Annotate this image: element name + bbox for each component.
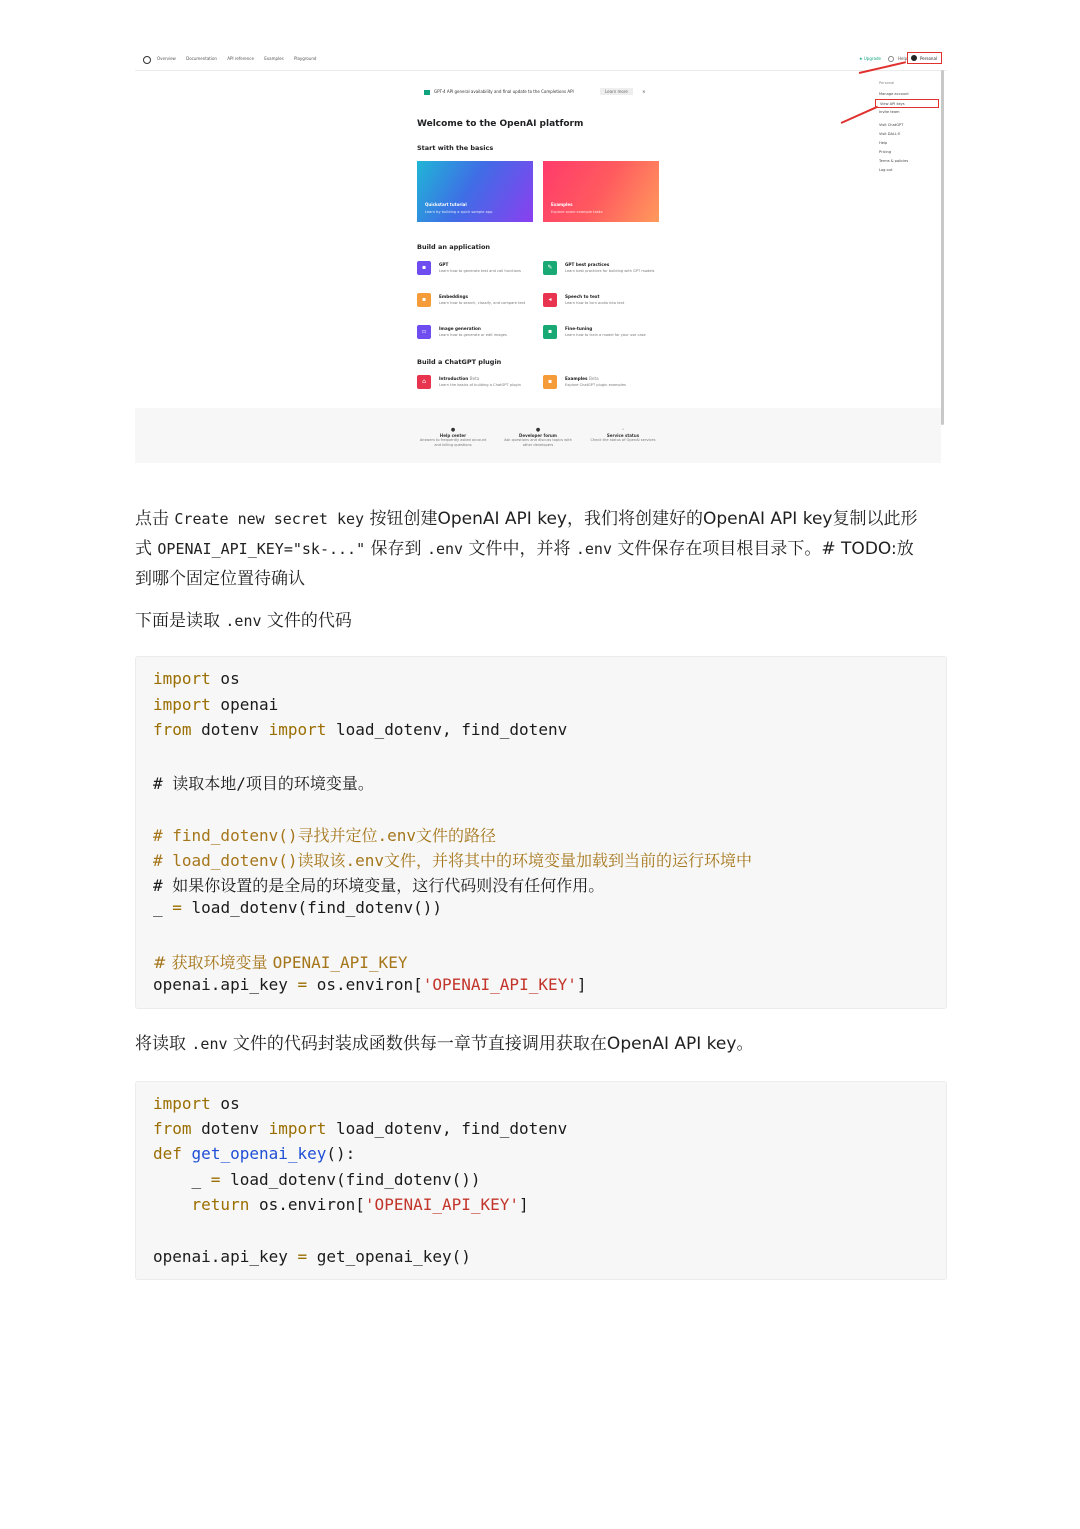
code-text: get_openai_key() bbox=[307, 1247, 471, 1266]
code-text: os bbox=[210, 1094, 240, 1113]
examples-card[interactable] bbox=[543, 161, 659, 222]
platform-footer bbox=[135, 408, 941, 463]
function-name: get_openai_key bbox=[191, 1144, 327, 1163]
build-item-speech-to-text[interactable] bbox=[543, 293, 663, 317]
menu-item-visit-dalle[interactable]: Visit DALL·E bbox=[879, 132, 901, 136]
annotation-arrow-2 bbox=[841, 106, 878, 124]
text: 下面是读取 bbox=[135, 611, 226, 631]
code-text: (): bbox=[326, 1144, 356, 1163]
code-text: dotenv bbox=[191, 720, 269, 739]
nav-api-reference[interactable]: API reference bbox=[227, 56, 254, 61]
item-desc: Learn best practices for building with GPT models bbox=[565, 269, 655, 273]
code-text: load_dotenv(find_dotenv()) bbox=[220, 1170, 481, 1189]
operator: = bbox=[172, 898, 182, 917]
inline-code: Create new secret key bbox=[174, 510, 365, 528]
code-line bbox=[153, 1170, 481, 1189]
build-item-fine-tuning[interactable] bbox=[543, 325, 663, 349]
code-line bbox=[153, 1094, 240, 1113]
nav-examples[interactable]: Examples bbox=[264, 56, 284, 61]
avatar bbox=[911, 55, 917, 61]
clock-icon bbox=[888, 56, 894, 62]
text: 将读取 bbox=[135, 1034, 192, 1054]
footer-title: Service status bbox=[606, 433, 640, 438]
comment-text: 寻找并定位 bbox=[297, 826, 378, 845]
code-line bbox=[153, 669, 240, 688]
upgrade-label: Upgrade bbox=[863, 56, 881, 61]
code-text bbox=[153, 1195, 192, 1214]
code-text: dotenv bbox=[191, 1119, 269, 1138]
item-desc: Learn how to generate or edit images bbox=[439, 333, 507, 337]
text: 文件保存在项目根目录下。# TODO:放 bbox=[612, 539, 914, 559]
build-item-embeddings[interactable] bbox=[417, 293, 537, 317]
help-center-icon: ● bbox=[450, 427, 456, 433]
footer-service-status[interactable] bbox=[588, 428, 658, 443]
comment-code: .env bbox=[377, 826, 417, 845]
menu-item-manage-account[interactable]: Manage account bbox=[879, 92, 909, 96]
code-block-read-env bbox=[135, 656, 947, 1009]
footer-help-center[interactable] bbox=[418, 428, 488, 448]
text: 点击 bbox=[135, 509, 175, 529]
code-line bbox=[153, 1195, 529, 1214]
menu-item-personal[interactable]: Personal bbox=[879, 81, 895, 85]
paragraph-wrap-function bbox=[135, 1029, 947, 1059]
keyword: def bbox=[153, 1144, 182, 1163]
item-title-text: Examples bbox=[565, 376, 588, 381]
footer-desc: Ask questions and discuss topics with other developers bbox=[504, 438, 572, 447]
code-comment bbox=[153, 848, 752, 871]
string: 'OPENAI_API_KEY' bbox=[364, 1195, 520, 1214]
scrollbar[interactable] bbox=[941, 70, 944, 425]
announcement-icon bbox=[424, 90, 430, 95]
keyword: from bbox=[153, 1119, 192, 1138]
code-text: load_dotenv(find_dotenv()) bbox=[181, 898, 442, 917]
item-desc: Learn how to generate text and call functions bbox=[439, 269, 521, 273]
code-text: load_dotenv, find_dotenv bbox=[326, 720, 568, 739]
code-text: os.environ[ bbox=[307, 975, 423, 994]
audio-icon: ◂ bbox=[543, 293, 557, 307]
operator: = bbox=[297, 975, 308, 994]
upgrade-link[interactable]: ★ Upgrade bbox=[859, 56, 881, 61]
pencil-icon: ✎ bbox=[543, 261, 557, 275]
menu-item-visit-chatgpt[interactable]: Visit ChatGPT bbox=[879, 123, 904, 127]
nav-playground[interactable]: Playground bbox=[293, 56, 317, 61]
banner-text: GPT-4 API general availability and final update to the Completions API bbox=[434, 89, 574, 94]
code-line bbox=[153, 1247, 471, 1266]
code-text: _ bbox=[153, 898, 173, 917]
item-desc: Learn the basics of building a ChatGPT plugin bbox=[439, 383, 521, 387]
code-text: openai bbox=[210, 695, 279, 714]
code-text: load_dotenv, find_dotenv bbox=[326, 1119, 568, 1138]
footer-desc: Answers to frequently asked account and billing questions bbox=[419, 438, 487, 447]
comment-text: 文件的路径 bbox=[416, 826, 497, 845]
inline-code: OPENAI_API_KEY="sk-..." bbox=[157, 540, 366, 558]
build-heading: Build an application bbox=[417, 243, 491, 251]
inline-code: .env bbox=[191, 1035, 228, 1053]
item-desc: Learn how to search, classify, and compare text bbox=[439, 301, 526, 305]
code-text: _ bbox=[153, 1170, 211, 1189]
inline-code: .env bbox=[575, 540, 612, 558]
keyword: import bbox=[268, 720, 327, 739]
keyword: return bbox=[191, 1195, 250, 1214]
text: 文件中，并将 bbox=[463, 539, 576, 559]
code-line bbox=[153, 898, 442, 917]
code-comment bbox=[153, 823, 496, 846]
item-title: Embeddings bbox=[439, 294, 468, 299]
string: 'OPENAI_API_KEY' bbox=[422, 975, 577, 994]
code-line bbox=[153, 695, 278, 714]
comment-code: OPENAI_API_KEY bbox=[272, 953, 408, 972]
item-title: Image generation bbox=[439, 326, 481, 331]
inline-code: .env bbox=[426, 540, 464, 558]
image-icon: ▫ bbox=[417, 325, 431, 339]
code-comment: # 读取本地/项目的环境变量。 bbox=[153, 774, 374, 793]
card-title: Examples bbox=[551, 202, 573, 207]
beta-badge: Beta bbox=[469, 376, 480, 381]
keyword: import bbox=[153, 669, 211, 688]
plugin-item-examples[interactable] bbox=[543, 375, 663, 399]
comment-text: 文件，并将其中的环境变量加载到当前的运行环境中 bbox=[384, 851, 753, 870]
card-subtitle: Learn by building a quick sample app bbox=[425, 210, 493, 214]
status-icon: ◦ bbox=[621, 427, 625, 433]
menu-item-view-api-keys[interactable]: View API keys bbox=[875, 99, 939, 108]
code-line bbox=[153, 1119, 567, 1138]
openai-logo-icon bbox=[143, 56, 151, 64]
code-text: openai.api_key bbox=[153, 975, 298, 994]
personal-label: Personal bbox=[920, 56, 938, 61]
embeddings-icon: ▪ bbox=[417, 293, 431, 307]
plugin-icon: ⌂ bbox=[417, 375, 431, 389]
welcome-heading: Welcome to the OpenAI platform bbox=[417, 119, 584, 129]
item-desc: Learn how to turn audio into text bbox=[565, 301, 625, 305]
finetune-icon: ▪ bbox=[543, 325, 557, 339]
keyword: from bbox=[153, 720, 192, 739]
keyword: import bbox=[153, 695, 211, 714]
close-icon[interactable]: × bbox=[642, 89, 646, 94]
menu-item-terms[interactable]: Terms & policies bbox=[879, 159, 909, 163]
code-text: os bbox=[210, 669, 240, 688]
card-subtitle: Explore some example tasks bbox=[551, 210, 603, 214]
openai-platform-screenshot bbox=[135, 45, 947, 463]
beta-badge: Beta bbox=[589, 376, 599, 381]
text: 保存到 bbox=[365, 539, 427, 559]
code-line bbox=[153, 720, 567, 739]
build-item-gpt[interactable] bbox=[417, 261, 537, 285]
chat-icon: ▪ bbox=[417, 261, 431, 275]
basics-heading: Start with the basics bbox=[417, 144, 494, 152]
plugin-item-introduction[interactable] bbox=[417, 375, 537, 399]
code-comment: # 如果你设置的是全局的环境变量，这行代码则没有任何作用。 bbox=[153, 876, 605, 895]
item-title: Speech to text bbox=[565, 294, 600, 299]
code-line bbox=[153, 975, 587, 994]
menu-item-invite-team[interactable]: Invite team bbox=[879, 110, 900, 114]
code-text: ] bbox=[519, 1195, 529, 1214]
item-title: Fine-tuning bbox=[565, 326, 593, 331]
build-item-gpt-best-practices[interactable] bbox=[543, 261, 663, 285]
build-item-image-generation[interactable] bbox=[417, 325, 537, 349]
announcement-banner bbox=[424, 88, 645, 95]
code-comment bbox=[153, 950, 407, 973]
footer-title: Help center bbox=[439, 433, 467, 438]
text: 到哪个固定位置待确认 bbox=[135, 569, 305, 589]
comment-code: .env bbox=[345, 851, 385, 870]
account-dropdown-menu bbox=[875, 79, 939, 179]
forum-icon: ● bbox=[535, 427, 541, 433]
code-line bbox=[153, 1144, 355, 1163]
item-desc: Explore ChatGPT plugin examples bbox=[565, 383, 626, 387]
card-title: Quickstart tutorial bbox=[425, 202, 467, 207]
item-title bbox=[439, 376, 479, 381]
quickstart-card[interactable] bbox=[417, 161, 533, 222]
keyword: import bbox=[268, 1119, 327, 1138]
comment-code: # find_dotenv() bbox=[153, 826, 298, 845]
learn-more-button[interactable]: Learn more bbox=[600, 88, 633, 95]
text: 文件的代码封装成函数供每一章节直接调用获取在OpenAI API key。 bbox=[227, 1034, 754, 1054]
item-title bbox=[565, 376, 599, 381]
personal-menu-button[interactable] bbox=[907, 52, 942, 64]
operator: = bbox=[297, 1247, 308, 1266]
code-text: openai.api_key bbox=[153, 1247, 298, 1266]
help-link[interactable]: Help bbox=[898, 56, 908, 61]
menu-item-logout[interactable]: Log out bbox=[879, 168, 893, 172]
text: 文件的代码 bbox=[261, 611, 352, 631]
footer-developer-forum[interactable] bbox=[503, 428, 573, 448]
plugin-heading: Build a ChatGPT plugin bbox=[417, 358, 502, 366]
text: 按钮创建OpenAI API key，我们将创建好的OpenAI API key复制以此形 bbox=[364, 509, 918, 529]
nav-documentation[interactable]: Documentation bbox=[186, 56, 217, 61]
item-desc: Learn how to train a model for your use case bbox=[565, 333, 646, 337]
comment-text: # 获取环境变量 bbox=[153, 953, 273, 972]
code-text: os.environ[ bbox=[249, 1195, 365, 1214]
operator: = bbox=[210, 1170, 221, 1189]
footer-desc: Check the status of OpenAI services bbox=[590, 438, 656, 442]
code-block-get-key-function bbox=[135, 1081, 947, 1280]
menu-item-pricing[interactable]: Pricing bbox=[879, 150, 892, 154]
nav-overview[interactable]: Overview bbox=[157, 56, 176, 61]
code-text bbox=[182, 1144, 192, 1163]
examples-icon: ▪ bbox=[543, 375, 557, 389]
platform-navbar bbox=[135, 45, 947, 71]
item-title: GPT best practices bbox=[565, 262, 610, 267]
paragraph-read-env bbox=[135, 606, 947, 636]
nav-links bbox=[157, 56, 325, 61]
comment-text: 读取该 bbox=[297, 851, 346, 870]
code-text: ] bbox=[576, 975, 587, 994]
footer-title: Developer forum bbox=[519, 433, 557, 438]
comment-code: # load_dotenv() bbox=[153, 851, 298, 870]
inline-code: .env bbox=[225, 612, 262, 630]
keyword: import bbox=[153, 1094, 211, 1113]
text: 式 bbox=[135, 539, 158, 559]
item-title: GPT bbox=[439, 262, 449, 267]
paragraph-create-key bbox=[135, 504, 947, 594]
menu-item-help[interactable]: Help bbox=[879, 141, 888, 145]
item-title-text: Introduction bbox=[439, 376, 469, 381]
